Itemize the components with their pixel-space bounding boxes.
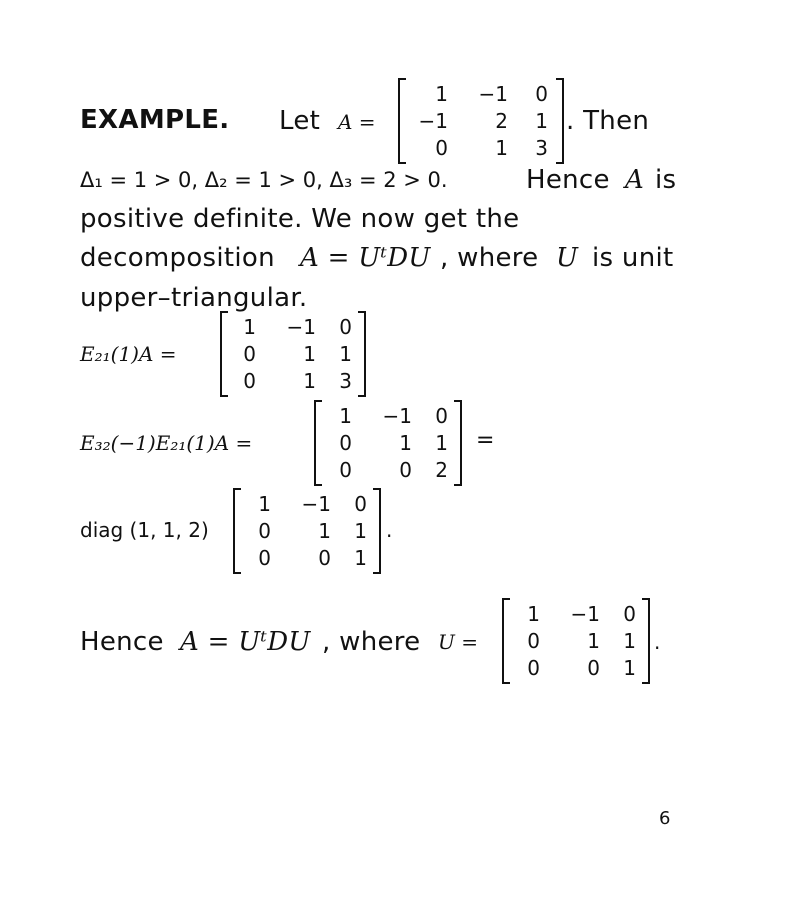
matrix-cell: −1 [301,491,331,516]
conclusion-equation: A = UᵗDU [180,627,311,657]
matrix-cell: 0 [435,135,448,160]
let-word: Let [279,106,321,136]
matrix-cell: 0 [339,430,352,455]
matrix-cell: 2 [435,457,448,482]
matrix-step3 [233,490,381,572]
a-symbol: A [625,165,645,195]
equals-sign: = [476,428,495,453]
matrix-a [398,80,564,162]
conclusion-hence: Hence [80,627,164,657]
matrix-cell: 0 [339,457,352,482]
matrix-cell: −1 [382,403,412,428]
example-heading: EXAMPLE. [80,105,230,135]
matrix-cell: 1 [303,341,316,366]
matrix-cell: 0 [435,403,448,428]
matrix-cell: 0 [258,545,271,570]
leading-minors: Δ₁ = 1 > 0, Δ₂ = 1 > 0, Δ₃ = 2 > 0. [80,168,448,192]
matrix-cell: 2 [495,108,508,133]
matrix-cell: 0 [587,655,600,680]
matrix-cell: 1 [303,368,316,393]
matrix-cell: 1 [495,135,508,160]
matrix-cell: 0 [527,655,540,680]
matrix-cell: 0 [258,518,271,543]
matrix-cell: 1 [623,628,636,653]
decomposition-equation: A = UᵗDU [300,243,431,273]
conclusion-where: , where [322,627,421,657]
hence-word: Hence [526,165,610,195]
matrix-cell: −1 [570,601,600,626]
matrix-cell: 1 [399,430,412,455]
matrix-cell: 3 [339,368,352,393]
matrix-cell: 1 [354,545,367,570]
step1-lhs: E₂₁(1)A = [80,342,177,366]
matrix-cell: −1 [418,108,448,133]
page-number: 6 [659,808,671,829]
matrix-cell: 1 [535,108,548,133]
matrix-cell: −1 [478,81,508,106]
step3-diag: diag (1, 1, 2) [80,518,209,542]
matrix-cell: 0 [399,457,412,482]
matrix-cell: 1 [527,601,540,626]
step2-lhs: E₃₂(−1)E₂₁(1)A = [80,431,253,455]
matrix-cell: 0 [339,314,352,339]
matrix-cell: −1 [286,314,316,339]
matrix-cell: 0 [243,341,256,366]
matrix-cell: 0 [527,628,540,653]
decomposition-word: decomposition [80,243,275,273]
matrix-cell: 1 [258,491,271,516]
matrix-u [502,600,650,682]
matrix-cell: 1 [339,403,352,428]
matrix-cell: 0 [318,545,331,570]
matrix-cell: 1 [318,518,331,543]
matrix-cell: 1 [587,628,600,653]
matrix-cell: 1 [339,341,352,366]
matrix-cell: 0 [354,491,367,516]
a-equals: A = [338,110,376,134]
matrix-cell: 3 [535,135,548,160]
matrix-cell: 0 [623,601,636,626]
matrix-cell: 1 [354,518,367,543]
where-word: , where [440,243,539,273]
text-line-5: upper–triangular. [80,283,308,313]
is-word: is [655,165,677,195]
matrix-cell: 0 [243,368,256,393]
then-word: . Then [566,106,650,136]
step3-period: . [386,518,393,542]
u-symbol: U [556,243,579,273]
matrix-cell: 1 [435,81,448,106]
text-line-3: positive definite. We now get the [80,204,520,234]
matrix-cell: 1 [623,655,636,680]
is-unit-text: is unit [592,243,674,273]
conclusion-period: . [654,630,661,654]
matrix-step2 [314,402,462,484]
matrix-cell: 1 [243,314,256,339]
u-equals: U = [438,630,478,654]
matrix-step1 [220,313,366,395]
matrix-cell: 0 [535,81,548,106]
matrix-cell: 1 [435,430,448,455]
